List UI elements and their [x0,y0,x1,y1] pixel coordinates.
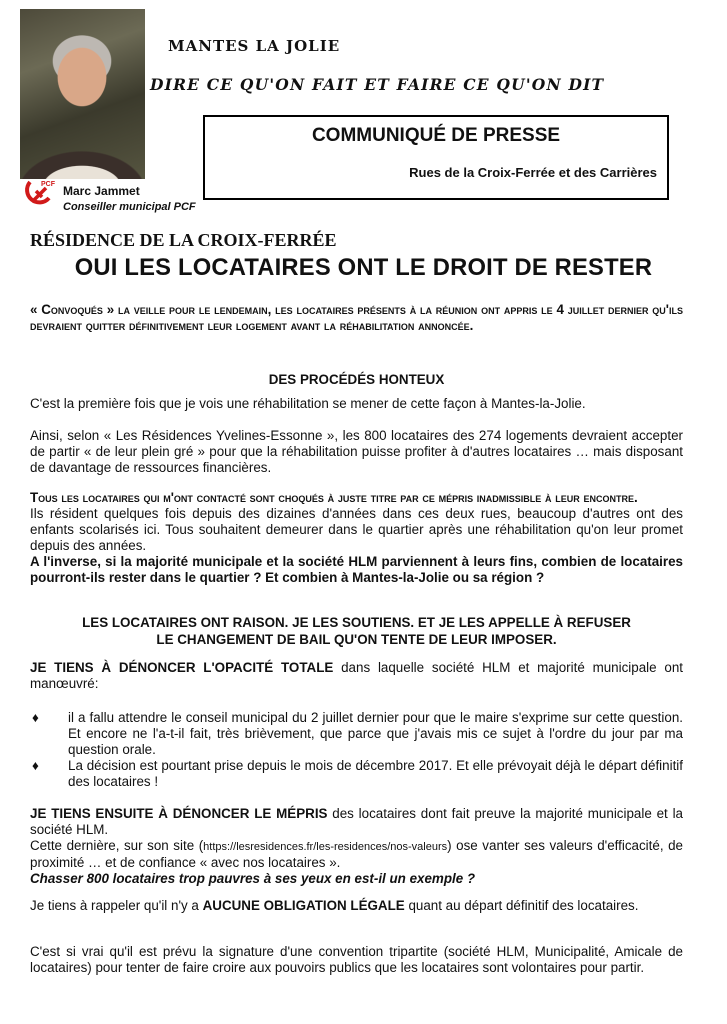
author-photo [20,9,145,179]
paragraph-4-lead: JE TIENS À DÉNONCER L'OPACITÉ TOTALE [30,660,334,675]
section2-line1: LES LOCATAIRES ONT RAISON. JE LES SOUTIENS. ET JE LES APPELLE À REFUSER [82,615,631,630]
bullet-diamond-icon: ♦ [32,758,39,773]
paragraph-6 [30,838,683,887]
bullet-text-2: La décision est pourtant prise depuis le mois de décembre 2017. Et elle prévoyait déjà le départ définitif des locataires ! [68,758,683,789]
paragraph-3-lead: Tous les locataires qui m'ont contacté sont choqués à juste titre par ce mépris inadmissible à leur encontre. [30,490,638,505]
paragraph-4 [30,660,683,692]
press-title: COMMUNIQUÉ DE PRESSE [311,125,561,146]
paragraph-6-bold: Chasser 800 locataires trop pauvres à ses yeux en est-il un exemple ? [30,871,476,886]
paragraph-1: C'est la première fois que je vois une réhabilitation se mener de cette façon à Mantes-la-Jolie. [30,396,586,411]
paragraph-8: C'est si vrai qu'il est prévu la signature d'une convention tripartite (société HLM, Municipalité, Amicale de locataires) pour tenter de faire croire aux pouvoirs publics que les locataires sont volontaires pour partir. [30,944,683,975]
paragraph-7-a: Je tiens à rappeler qu'il n'y a [30,898,203,913]
paragraph-7-b: quant au départ définitif des locataires. [404,898,639,913]
author-role: Conseiller municipal PCF [63,201,196,213]
paragraph-4-text: dans laquelle société HLM et majorité municipale ont manœuvré: [30,660,683,691]
headline: OUI LES LOCATAIRES ONT LE DROIT DE RESTER [74,254,653,281]
paragraph-3-block [30,490,683,586]
bullet-item-1 [30,710,683,758]
section-title-procedes: DES PROCÉDÉS HONTEUX [268,372,445,387]
press-subtitle: Rues de la Croix-Ferrée et des Carrières [409,165,657,180]
pcf-logo-icon [22,176,56,210]
paragraph-5-text: des locataires dont fait preuve la majorité municipale et la société HLM. [30,806,683,837]
section2-line2: LE CHANGEMENT DE BAIL QU'ON TENTE DE LEUR IMPOSER. [156,632,557,647]
paragraph-7 [30,898,683,914]
residence-heading: RÉSIDENCE DE LA CROIX-FERRÉE [30,230,337,250]
bullet-item-2 [30,758,683,790]
paragraph-7-bold: AUCUNE OBLIGATION LÉGALE [202,898,405,913]
author-name: Marc Jammet [63,184,140,198]
paragraph-3-bold: A l'inverse, si la majorité municipale et la société HLM parviennent à leurs fins, combien de locataires pourront-ils rester dans le quartier ? Et combien à Mantes-la-Jolie ou sa région ? [30,554,683,585]
bullet-text-1: il a fallu attendre le conseil municipal du 2 juillet dernier pour que le maire s'exprime sur cette question. Et encore ne l'a-t-il fait, très brièvement, que parce que j'avais mis ce sujet à l'ordre du jour par ma question orale. [68,710,683,757]
paragraph-3: Ils résident quelques fois depuis des dizaines d'années dans ces deux rues, beaucoup d'autres ont des enfants scolarisés ici. Tous souhaitent demeurer dans le quartier après une réhabilitation qu'on leur promet depuis des années. [30,506,683,553]
paragraph-2: Ainsi, selon « Les Résidences Yvelines-Essonne », les 800 locataires des 274 logements devraient accepter de partir « de leur plein gré » pour que la réhabilitation puisse profiter à d'autres locataires … mais disposant de davantage de ressources financières. [30,428,683,475]
bullet-diamond-icon: ♦ [32,710,39,725]
press-box [203,115,669,200]
motto: DIRE CE QU'ON FAIT ET FAIRE CE QU'ON DIT [150,75,605,94]
paragraph-5-lead: JE TIENS ENSUITE À DÉNONCER LE MÉPRIS [30,806,328,821]
lead-paragraph: « Convoqués » la veille pour le lendemain, les locataires présents à la réunion ont appris le 4 juillet dernier qu'ils devraient quitter définitivement leur logement avant la réhabilitation annoncée. [30,302,683,333]
logo-text: PCF [41,181,55,188]
section-title-raison [30,614,683,648]
paragraph-5 [30,806,683,838]
paragraph-6-b: ) ose vanter ses valeurs d'efficacité, de proximité … et de confiance « avec nos locataires ». [30,838,683,870]
city-title: MANTES LA JOLIE [168,37,341,55]
paragraph-6-a: Cette dernière, sur son site ( [30,838,204,853]
website-link[interactable]: https://lesresidences.fr/les-residences/nos-valeurs [203,841,448,853]
